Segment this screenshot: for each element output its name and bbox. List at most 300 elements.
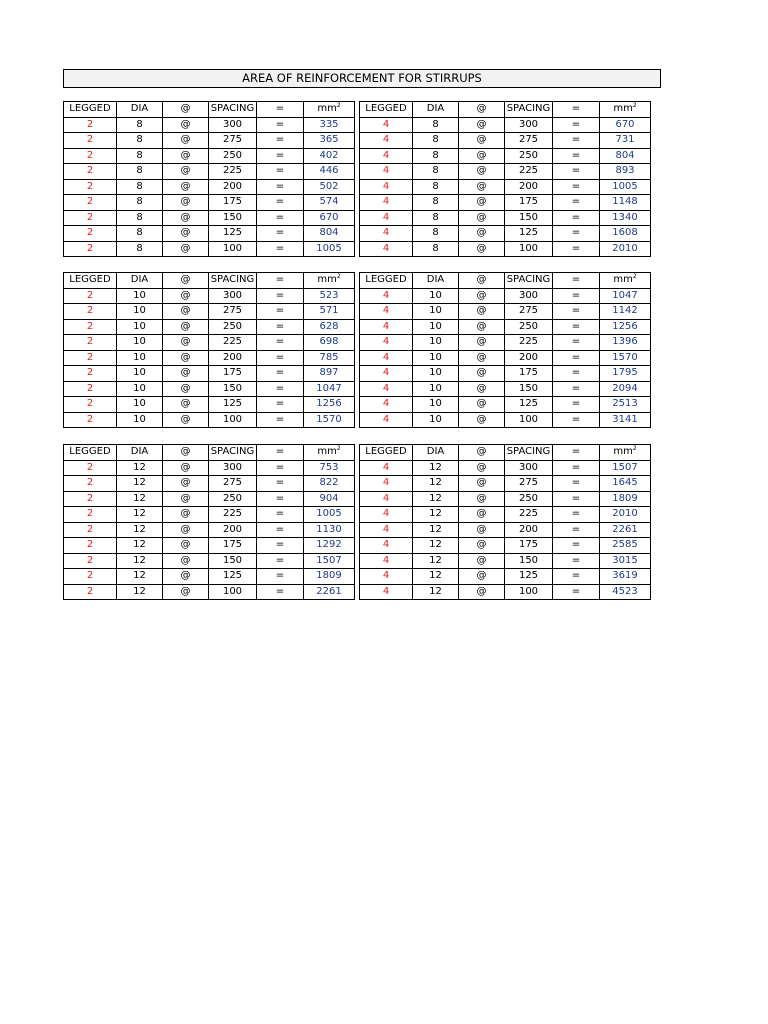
equals-symbol: = <box>257 507 304 523</box>
header-spacing: SPACING <box>209 273 257 289</box>
table-row <box>64 507 651 523</box>
legs-value: 2 <box>64 381 117 397</box>
at-symbol: @ <box>163 195 209 211</box>
at-symbol: @ <box>459 304 505 320</box>
at-symbol: @ <box>163 460 209 476</box>
area-value: 2010 <box>600 507 651 523</box>
header-at: @ <box>459 273 505 289</box>
at-symbol: @ <box>459 117 505 133</box>
header-dia: DIA <box>413 445 459 461</box>
spacing-value: 125 <box>209 226 257 242</box>
area-value: 1507 <box>304 553 355 569</box>
dia-value: 10 <box>413 319 459 335</box>
dia-value: 12 <box>413 460 459 476</box>
table-row <box>64 241 651 257</box>
header-legged: LEGGED <box>360 102 413 118</box>
dia-value: 12 <box>117 491 163 507</box>
table-row <box>64 397 651 413</box>
table-row <box>64 538 651 554</box>
legs-value: 2 <box>64 491 117 507</box>
area-value: 1809 <box>304 569 355 585</box>
header-at: @ <box>459 102 505 118</box>
unit-exponent: 2 <box>632 273 637 281</box>
area-value: 1396 <box>600 335 651 351</box>
unit-text: mm <box>613 446 633 458</box>
legs-value: 4 <box>360 210 413 226</box>
equals-symbol: = <box>257 241 304 257</box>
legs-value: 4 <box>360 148 413 164</box>
spacing-value: 175 <box>209 366 257 382</box>
header-at: @ <box>163 273 209 289</box>
equals-symbol: = <box>257 553 304 569</box>
legs-value: 2 <box>64 304 117 320</box>
legs-value: 2 <box>64 179 117 195</box>
area-value: 731 <box>600 133 651 149</box>
header-equals: = <box>553 273 600 289</box>
at-symbol: @ <box>459 133 505 149</box>
at-symbol: @ <box>459 584 505 600</box>
dia-value: 8 <box>117 226 163 242</box>
area-value: 753 <box>304 460 355 476</box>
area-value: 1292 <box>304 538 355 554</box>
table-header-row <box>64 445 651 461</box>
at-symbol: @ <box>459 288 505 304</box>
legs-value: 4 <box>360 397 413 413</box>
legs-value: 2 <box>64 584 117 600</box>
dia-value: 12 <box>413 553 459 569</box>
header-spacing: SPACING <box>209 102 257 118</box>
header-equals: = <box>553 102 600 118</box>
dia-value: 8 <box>413 241 459 257</box>
equals-symbol: = <box>553 241 600 257</box>
spacing-value: 100 <box>209 241 257 257</box>
legs-value: 2 <box>64 117 117 133</box>
legs-value: 4 <box>360 538 413 554</box>
legs-value: 4 <box>360 522 413 538</box>
equals-symbol: = <box>553 412 600 428</box>
dia-value: 12 <box>117 569 163 585</box>
dia-value: 8 <box>413 133 459 149</box>
legs-value: 4 <box>360 179 413 195</box>
equals-symbol: = <box>553 288 600 304</box>
equals-symbol: = <box>553 507 600 523</box>
at-symbol: @ <box>459 366 505 382</box>
dia-value: 8 <box>413 210 459 226</box>
at-symbol: @ <box>459 164 505 180</box>
area-value: 1005 <box>600 179 651 195</box>
legs-value: 4 <box>360 584 413 600</box>
table-row <box>64 491 651 507</box>
header-spacing: SPACING <box>505 102 553 118</box>
at-symbol: @ <box>459 569 505 585</box>
spacing-value: 275 <box>209 476 257 492</box>
dia-value: 10 <box>413 350 459 366</box>
spacing-value: 225 <box>209 164 257 180</box>
area-value: 804 <box>600 148 651 164</box>
legs-value: 2 <box>64 569 117 585</box>
table-row <box>64 335 651 351</box>
spacing-value: 250 <box>505 319 553 335</box>
spacing-value: 175 <box>505 366 553 382</box>
at-symbol: @ <box>459 350 505 366</box>
area-value: 670 <box>600 117 651 133</box>
dia-value: 10 <box>413 304 459 320</box>
legs-value: 2 <box>64 538 117 554</box>
table-row <box>64 319 651 335</box>
area-value: 1047 <box>304 381 355 397</box>
spacing-value: 150 <box>505 553 553 569</box>
dia-value: 8 <box>117 148 163 164</box>
table-row <box>64 366 651 382</box>
equals-symbol: = <box>553 584 600 600</box>
stirrup-table-dia-12 <box>63 444 651 600</box>
at-symbol: @ <box>459 522 505 538</box>
header-legged: LEGGED <box>64 102 117 118</box>
legs-value: 4 <box>360 350 413 366</box>
at-symbol: @ <box>163 397 209 413</box>
at-symbol: @ <box>459 195 505 211</box>
equals-symbol: = <box>553 366 600 382</box>
legs-value: 2 <box>64 288 117 304</box>
equals-symbol: = <box>257 350 304 366</box>
area-value: 1256 <box>304 397 355 413</box>
dia-value: 12 <box>413 491 459 507</box>
dia-value: 10 <box>413 366 459 382</box>
at-symbol: @ <box>459 148 505 164</box>
legs-value: 4 <box>360 241 413 257</box>
spacing-value: 125 <box>505 569 553 585</box>
spacing-value: 250 <box>209 491 257 507</box>
table-row <box>64 288 651 304</box>
legs-value: 2 <box>64 476 117 492</box>
spacing-value: 100 <box>505 412 553 428</box>
spacing-value: 250 <box>209 319 257 335</box>
dia-value: 12 <box>117 553 163 569</box>
at-symbol: @ <box>163 241 209 257</box>
header-spacing: SPACING <box>209 445 257 461</box>
dia-value: 12 <box>413 584 459 600</box>
at-symbol: @ <box>459 381 505 397</box>
area-value: 3015 <box>600 553 651 569</box>
area-value: 670 <box>304 210 355 226</box>
stirrup-table-dia-8 <box>63 101 651 257</box>
equals-symbol: = <box>257 412 304 428</box>
area-value: 804 <box>304 226 355 242</box>
header-dia: DIA <box>413 273 459 289</box>
header-legged: LEGGED <box>360 445 413 461</box>
legs-value: 2 <box>64 507 117 523</box>
area-value: 1148 <box>600 195 651 211</box>
at-symbol: @ <box>163 381 209 397</box>
at-symbol: @ <box>163 569 209 585</box>
dia-value: 8 <box>413 226 459 242</box>
at-symbol: @ <box>459 179 505 195</box>
area-value: 1795 <box>600 366 651 382</box>
legs-value: 2 <box>64 335 117 351</box>
header-equals: = <box>257 102 304 118</box>
table-row <box>64 412 651 428</box>
spacing-value: 150 <box>505 210 553 226</box>
table-row <box>64 304 651 320</box>
spacing-value: 125 <box>505 226 553 242</box>
header-area-unit <box>600 445 651 461</box>
at-symbol: @ <box>163 522 209 538</box>
table-row <box>64 553 651 569</box>
equals-symbol: = <box>553 335 600 351</box>
table-row <box>64 350 651 366</box>
dia-value: 8 <box>413 164 459 180</box>
dia-value: 10 <box>117 335 163 351</box>
area-value: 446 <box>304 164 355 180</box>
dia-value: 10 <box>413 412 459 428</box>
at-symbol: @ <box>459 412 505 428</box>
header-spacing: SPACING <box>505 445 553 461</box>
spacing-value: 175 <box>209 195 257 211</box>
header-dia: DIA <box>117 273 163 289</box>
equals-symbol: = <box>257 491 304 507</box>
dia-value: 8 <box>117 133 163 149</box>
at-symbol: @ <box>163 210 209 226</box>
at-symbol: @ <box>459 241 505 257</box>
header-area-unit <box>600 273 651 289</box>
dia-value: 8 <box>117 164 163 180</box>
at-symbol: @ <box>163 288 209 304</box>
equals-symbol: = <box>553 476 600 492</box>
equals-symbol: = <box>553 538 600 554</box>
legs-value: 4 <box>360 569 413 585</box>
header-area-unit <box>600 102 651 118</box>
area-value: 2513 <box>600 397 651 413</box>
area-value: 1005 <box>304 507 355 523</box>
unit-exponent: 2 <box>632 445 637 453</box>
legs-value: 2 <box>64 319 117 335</box>
spacing-value: 300 <box>505 460 553 476</box>
legs-value: 4 <box>360 412 413 428</box>
legs-value: 4 <box>360 491 413 507</box>
area-value: 1570 <box>304 412 355 428</box>
spacing-value: 225 <box>209 335 257 351</box>
header-at: @ <box>459 445 505 461</box>
area-value: 3141 <box>600 412 651 428</box>
area-value: 1809 <box>600 491 651 507</box>
unit-exponent: 2 <box>632 102 637 110</box>
page-title: AREA OF REINFORCEMENT FOR STIRRUPS <box>63 69 661 88</box>
equals-symbol: = <box>553 164 600 180</box>
area-value: 1340 <box>600 210 651 226</box>
dia-value: 12 <box>117 460 163 476</box>
dia-value: 10 <box>117 366 163 382</box>
dia-value: 12 <box>413 507 459 523</box>
dia-value: 12 <box>117 538 163 554</box>
unit-text: mm <box>613 103 633 115</box>
area-value: 893 <box>600 164 651 180</box>
legs-value: 4 <box>360 476 413 492</box>
header-legged: LEGGED <box>64 273 117 289</box>
legs-value: 4 <box>360 319 413 335</box>
area-value: 502 <box>304 179 355 195</box>
legs-value: 4 <box>360 226 413 242</box>
spacing-value: 225 <box>505 335 553 351</box>
dia-value: 10 <box>117 350 163 366</box>
at-symbol: @ <box>163 319 209 335</box>
legs-value: 4 <box>360 553 413 569</box>
at-symbol: @ <box>163 412 209 428</box>
legs-value: 2 <box>64 366 117 382</box>
legs-value: 2 <box>64 553 117 569</box>
unit-text: mm <box>317 446 337 458</box>
equals-symbol: = <box>257 195 304 211</box>
table-header-row <box>64 102 651 118</box>
table-row <box>64 117 651 133</box>
table-row <box>64 522 651 538</box>
at-symbol: @ <box>459 476 505 492</box>
area-value: 1608 <box>600 226 651 242</box>
dia-value: 8 <box>413 148 459 164</box>
stirrup-table-dia-10 <box>63 272 651 428</box>
header-equals: = <box>257 273 304 289</box>
area-value: 785 <box>304 350 355 366</box>
dia-value: 12 <box>413 538 459 554</box>
spacing-value: 150 <box>505 381 553 397</box>
area-value: 1005 <box>304 241 355 257</box>
legs-value: 2 <box>64 226 117 242</box>
at-symbol: @ <box>459 553 505 569</box>
dia-value: 10 <box>117 319 163 335</box>
equals-symbol: = <box>553 133 600 149</box>
dia-value: 10 <box>117 304 163 320</box>
spacing-value: 200 <box>209 350 257 366</box>
area-value: 897 <box>304 366 355 382</box>
dia-value: 8 <box>117 117 163 133</box>
area-value: 628 <box>304 319 355 335</box>
equals-symbol: = <box>553 179 600 195</box>
dia-value: 12 <box>117 476 163 492</box>
legs-value: 2 <box>64 148 117 164</box>
spacing-value: 300 <box>505 117 553 133</box>
spacing-value: 200 <box>209 179 257 195</box>
header-area-unit <box>304 273 355 289</box>
spacing-value: 125 <box>209 569 257 585</box>
header-area-unit <box>304 445 355 461</box>
at-symbol: @ <box>459 319 505 335</box>
dia-value: 8 <box>413 117 459 133</box>
equals-symbol: = <box>257 522 304 538</box>
header-dia: DIA <box>117 102 163 118</box>
spacing-value: 225 <box>505 507 553 523</box>
area-value: 2010 <box>600 241 651 257</box>
table-row <box>64 381 651 397</box>
table-row <box>64 584 651 600</box>
header-at: @ <box>163 445 209 461</box>
spacing-value: 175 <box>505 538 553 554</box>
area-value: 822 <box>304 476 355 492</box>
equals-symbol: = <box>553 460 600 476</box>
table-row <box>64 226 651 242</box>
legs-value: 2 <box>64 241 117 257</box>
equals-symbol: = <box>553 350 600 366</box>
unit-exponent: 2 <box>336 273 341 281</box>
dia-value: 10 <box>413 397 459 413</box>
at-symbol: @ <box>163 179 209 195</box>
dia-value: 8 <box>117 179 163 195</box>
dia-value: 12 <box>413 569 459 585</box>
table-row <box>64 460 651 476</box>
legs-value: 2 <box>64 164 117 180</box>
dia-value: 10 <box>117 412 163 428</box>
dia-value: 10 <box>117 381 163 397</box>
legs-value: 4 <box>360 288 413 304</box>
equals-symbol: = <box>257 476 304 492</box>
equals-symbol: = <box>553 491 600 507</box>
legs-value: 4 <box>360 304 413 320</box>
area-value: 698 <box>304 335 355 351</box>
spacing-value: 300 <box>209 117 257 133</box>
legs-value: 4 <box>360 133 413 149</box>
dia-value: 10 <box>413 288 459 304</box>
table-row <box>64 179 651 195</box>
equals-symbol: = <box>257 584 304 600</box>
legs-value: 4 <box>360 366 413 382</box>
equals-symbol: = <box>553 210 600 226</box>
legs-value: 4 <box>360 335 413 351</box>
spacing-value: 100 <box>505 241 553 257</box>
area-value: 335 <box>304 117 355 133</box>
table-header-row <box>64 273 651 289</box>
at-symbol: @ <box>163 226 209 242</box>
spacing-value: 200 <box>505 350 553 366</box>
area-value: 4523 <box>600 584 651 600</box>
header-equals: = <box>257 445 304 461</box>
area-value: 1047 <box>600 288 651 304</box>
at-symbol: @ <box>163 538 209 554</box>
at-symbol: @ <box>459 538 505 554</box>
equals-symbol: = <box>257 179 304 195</box>
at-symbol: @ <box>163 304 209 320</box>
spacing-value: 100 <box>505 584 553 600</box>
table-row <box>64 210 651 226</box>
header-area-unit <box>304 102 355 118</box>
equals-symbol: = <box>257 319 304 335</box>
area-value: 402 <box>304 148 355 164</box>
dia-value: 10 <box>117 397 163 413</box>
area-value: 2261 <box>304 584 355 600</box>
table-row <box>64 148 651 164</box>
equals-symbol: = <box>553 381 600 397</box>
header-dia: DIA <box>413 102 459 118</box>
legs-value: 2 <box>64 397 117 413</box>
legs-value: 2 <box>64 210 117 226</box>
dia-value: 8 <box>117 210 163 226</box>
spacing-value: 200 <box>505 522 553 538</box>
area-value: 2094 <box>600 381 651 397</box>
spacing-value: 150 <box>209 381 257 397</box>
equals-symbol: = <box>257 335 304 351</box>
equals-symbol: = <box>257 460 304 476</box>
legs-value: 4 <box>360 195 413 211</box>
legs-value: 2 <box>64 412 117 428</box>
at-symbol: @ <box>163 491 209 507</box>
unit-text: mm <box>317 274 337 286</box>
legs-value: 4 <box>360 507 413 523</box>
area-value: 1130 <box>304 522 355 538</box>
dia-value: 12 <box>413 476 459 492</box>
equals-symbol: = <box>257 164 304 180</box>
legs-value: 2 <box>64 460 117 476</box>
spacing-value: 100 <box>209 584 257 600</box>
dia-value: 10 <box>413 381 459 397</box>
spacing-value: 200 <box>209 522 257 538</box>
dia-value: 8 <box>117 195 163 211</box>
